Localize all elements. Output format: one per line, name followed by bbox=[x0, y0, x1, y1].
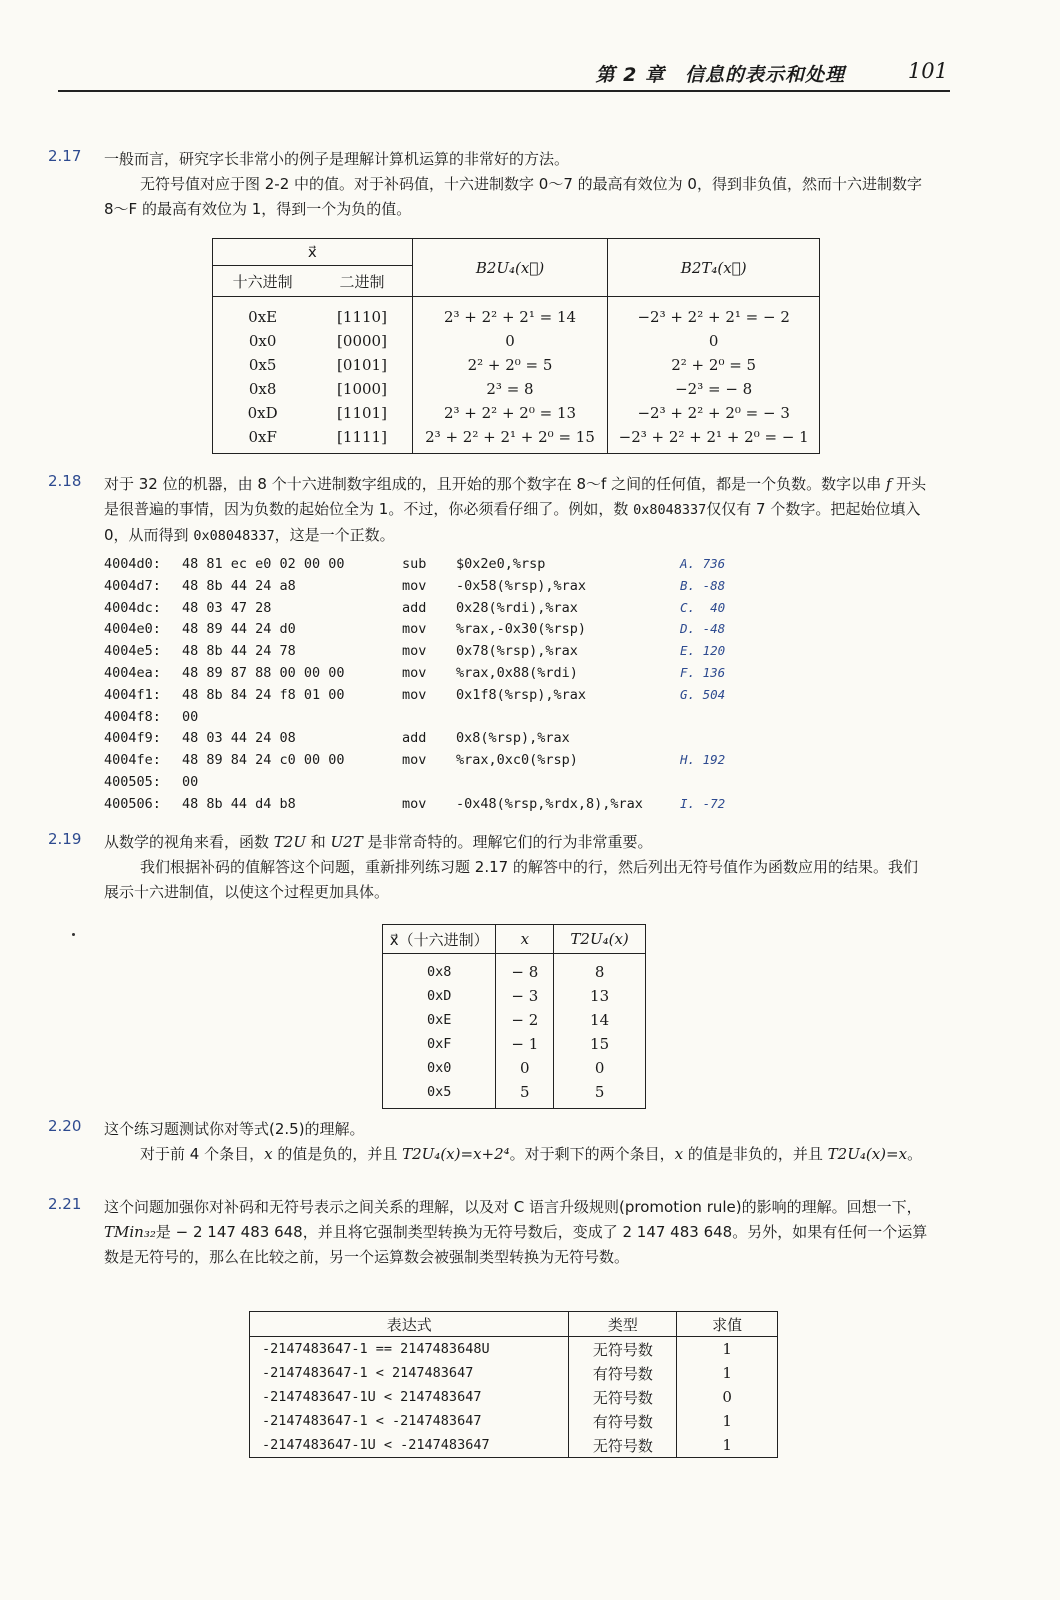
column-header-expression: 表达式 bbox=[250, 1312, 569, 1337]
problem-number-2-20: 2.20 bbox=[48, 1117, 82, 1135]
problem-number-2-17: 2.17 bbox=[48, 147, 82, 165]
problem-number-2-21: 2.21 bbox=[48, 1195, 82, 1213]
table-row: 0x8 − 8 8 bbox=[383, 954, 646, 985]
table-row: 0xD [1101] 2³ + 2² + 2⁰ = 13 −2³ + 2² + 2⁰ = − 3 bbox=[213, 401, 820, 425]
column-header-hex: x⃗（十六进制） bbox=[383, 925, 496, 954]
paragraph: 一般而言，研究字长非常小的例子是理解计算机运算的非常好的方法。 bbox=[104, 150, 570, 168]
asm-line: 4004f8: 00 bbox=[104, 708, 199, 725]
promotion-table bbox=[249, 1311, 778, 1458]
table-row: -2147483647-1 == 2147483648U 无符号数 1 bbox=[250, 1337, 778, 1362]
disassembly-listing bbox=[104, 556, 944, 818]
problem-number-2-19: 2.19 bbox=[48, 830, 82, 848]
table-row: 0xD − 3 13 bbox=[383, 984, 646, 1008]
asm-line: 4004f9: 48 03 44 24 08 add 0x8(%rsp),%rax bbox=[104, 730, 570, 747]
b2u-b2t-table bbox=[212, 238, 820, 454]
column-header-t2u: T2U₄(x) bbox=[554, 925, 646, 954]
table-row: -2147483647-1 < 2147483647 有符号数 1 bbox=[250, 1361, 778, 1385]
problem-2-18-text: 对于 32 位的机器，由 8 个十六进制数字组成的，且开始的那个数字在 8～f 之间的任何值，都是一个负数。数字以串 f 开头是很普遍的事情，因为负数的起始位全为 1。不过，你必须看仔细了。例如，数 0x8048337仅仅有 7 个数字。把起始位填入 0，从而得到 0x08048337，这是一个正数。 bbox=[104, 475, 927, 544]
t2u-table bbox=[382, 924, 646, 1109]
running-header bbox=[58, 56, 950, 92]
table-row: -2147483647-1 < -2147483647 有符号数 1 bbox=[250, 1409, 778, 1433]
table-row: -2147483647-1U < 2147483647 无符号数 0 bbox=[250, 1385, 778, 1409]
column-header-hex: 十六进制 bbox=[213, 266, 313, 297]
table-row: 0xE [1110] 2³ + 2² + 2¹ = 14 −2³ + 2² + 2¹ = − 2 bbox=[213, 297, 820, 330]
column-header-b2u: B2U₄(x⃗) bbox=[412, 239, 608, 297]
problem-2-20-text bbox=[104, 1117, 932, 1167]
column-header-value: 求值 bbox=[677, 1312, 778, 1337]
stray-mark bbox=[72, 933, 75, 936]
problem-2-21-text: 这个问题加强你对补码和无符号表示之间关系的理解，以及对 C 语言升级规则(promotion rule)的影响的理解。回想一下，TMin₃₂是 − 2 147 483 648，并且将它强制类型转换为无符号数后，变成了 2 147 483 648。另外，如果有任何一个运算数是无符号的，那么在比较之前，另一个运算数会被强制类型转换为无符号数。 bbox=[104, 1198, 928, 1266]
column-header-x: x⃗ bbox=[213, 239, 413, 266]
column-header-b2t: B2T₄(x⃗) bbox=[608, 239, 820, 297]
chapter-title: 第 2 章 信息的表示和处理 bbox=[595, 64, 845, 86]
column-header-x: x bbox=[496, 925, 554, 954]
paragraph: 我们根据补码的值解答这个问题，重新排列练习题 2.17 的解答中的行，然后列出无符号值作为函数应用的结果。我们展示十六进制值，以使这个过程更加具体。 bbox=[104, 858, 918, 901]
table-row: 0x5 5 5 bbox=[383, 1080, 646, 1109]
column-header-type: 类型 bbox=[569, 1312, 677, 1337]
table-row: 0xF [1111] 2³ + 2² + 2¹ + 2⁰ = 15 −2³ + 2² + 2¹ + 2⁰ = − 1 bbox=[213, 425, 820, 454]
table-row: 0x0 0 0 bbox=[383, 1056, 646, 1080]
page-number: 101 bbox=[907, 59, 948, 83]
table-row: 0xF − 1 15 bbox=[383, 1032, 646, 1056]
asm-line: 4004ea: 48 89 87 88 00 00 00 mov %rax,0x88(%rdi) F. 136 bbox=[104, 664, 726, 681]
table-row: -2147483647-1U < -2147483647 无符号数 1 bbox=[250, 1433, 778, 1458]
asm-line: 4004d0: 48 81 ec e0 02 00 00 sub $0x2e0,%rsp A. 736 bbox=[104, 556, 726, 572]
paragraph: 从数学的视角来看，函数 T2U 和 U2T 是非常奇特的。理解它们的行为非常重要。 bbox=[104, 833, 653, 851]
problem-2-17-text bbox=[104, 147, 932, 222]
asm-line: 4004e5: 48 8b 44 24 78 mov 0x78(%rsp),%rax E. 120 bbox=[104, 643, 726, 660]
paragraph: 对于前 4 个条目，x 的值是负的，并且 T2U₄(x)=x+2⁴。对于剩下的两个条目，x 的值是非负的，并且 T2U₄(x)=x。 bbox=[140, 1145, 923, 1163]
table-row: 0x0 [0000] 0 0 bbox=[213, 329, 820, 353]
table-row: 0x5 [0101] 2² + 2⁰ = 5 2² + 2⁰ = 5 bbox=[213, 353, 820, 377]
problem-number-2-18: 2.18 bbox=[48, 472, 82, 490]
paragraph: 无符号值对应于图 2-2 中的值。对于补码值，十六进制数字 0～7 的最高有效位为 0，得到非负值，然而十六进制数字 8～F 的最高有效位为 1，得到一个为负的值。 bbox=[104, 175, 922, 218]
table-row: 0xE − 2 14 bbox=[383, 1008, 646, 1032]
column-header-bin: 二进制 bbox=[312, 266, 412, 297]
asm-line: 400506: 48 8b 44 d4 b8 mov -0x48(%rsp,%rdx,8),%rax I. -72 bbox=[104, 795, 726, 812]
asm-line: 4004e0: 48 89 44 24 d0 mov %rax,-0x30(%rsp) D. -48 bbox=[104, 621, 726, 638]
paragraph: 这个练习题测试你对等式(2.5)的理解。 bbox=[104, 1120, 365, 1138]
problem-2-19-text bbox=[104, 830, 932, 905]
table-row: 0x8 [1000] 2³ = 8 −2³ = − 8 bbox=[213, 377, 820, 401]
asm-line: 400505: 00 bbox=[104, 773, 199, 790]
asm-line: 4004f1: 48 8b 84 24 f8 01 00 mov 0x1f8(%rsp),%rax G. 504 bbox=[104, 686, 726, 703]
asm-line: 4004fe: 48 89 84 24 c0 00 00 mov %rax,0xc0(%rsp) H. 192 bbox=[104, 752, 726, 769]
asm-line: 4004dc: 48 03 47 28 add 0x28(%rdi),%rax C. 40 bbox=[104, 599, 726, 616]
asm-line: 4004d7: 48 8b 44 24 a8 mov -0x58(%rsp),%rax B. -88 bbox=[104, 577, 726, 594]
